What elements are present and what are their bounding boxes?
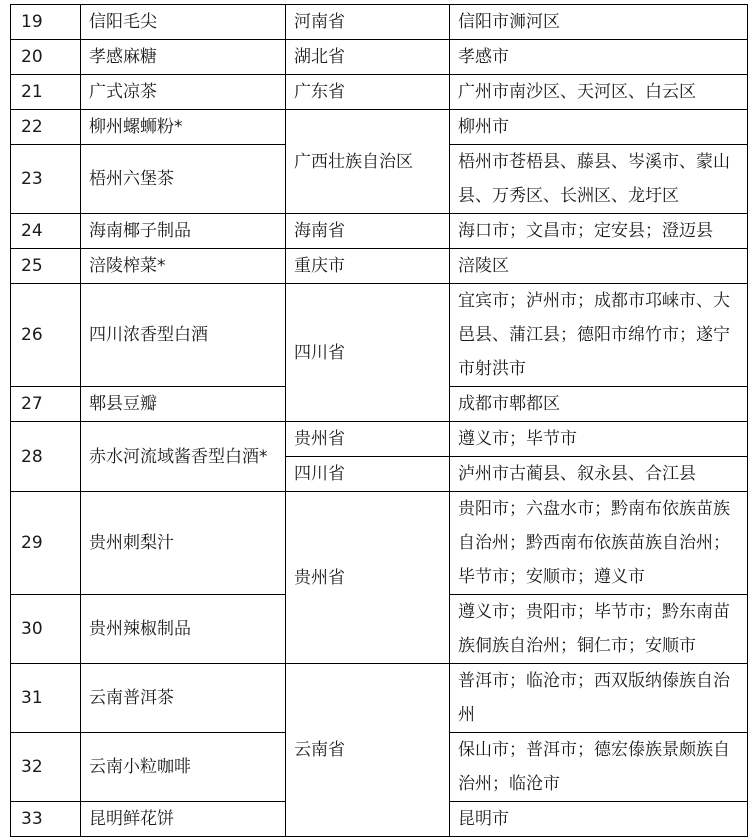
region-cell: 孝感市 bbox=[450, 40, 748, 75]
table-row bbox=[11, 422, 748, 457]
product-name: 郫县豆瓣 bbox=[81, 387, 286, 422]
region-cell: 涪陵区 bbox=[450, 249, 748, 284]
region-cell: 海口市；文昌市；定安县；澄迈县 bbox=[450, 214, 748, 249]
province-cell: 海南省 bbox=[286, 214, 450, 249]
table-row bbox=[11, 75, 748, 110]
row-number: 19 bbox=[11, 5, 81, 40]
table-row bbox=[11, 249, 748, 284]
product-name: 贵州辣椒制品 bbox=[81, 595, 286, 664]
product-name: 四川浓香型白酒 bbox=[81, 284, 286, 387]
table-row bbox=[11, 284, 748, 387]
product-name: 云南小粒咖啡 bbox=[81, 733, 286, 802]
product-region-table bbox=[10, 4, 748, 837]
region-cell: 宜宾市；泸州市；成都市邛崃市、大邑县、蒲江县；德阳市绵竹市；遂宁市射洪市 bbox=[450, 284, 748, 387]
table-row bbox=[11, 40, 748, 75]
row-number: 29 bbox=[11, 492, 81, 595]
region-cell: 信阳市浉河区 bbox=[450, 5, 748, 40]
product-name: 涪陵榨菜* bbox=[81, 249, 286, 284]
province-cell: 云南省 bbox=[286, 664, 450, 837]
province-cell: 重庆市 bbox=[286, 249, 450, 284]
table-row bbox=[11, 214, 748, 249]
product-name: 贵州刺梨汁 bbox=[81, 492, 286, 595]
province-cell: 湖北省 bbox=[286, 40, 450, 75]
product-name: 梧州六堡茶 bbox=[81, 145, 286, 214]
table-row bbox=[11, 5, 748, 40]
row-number: 25 bbox=[11, 249, 81, 284]
product-name: 昆明鲜花饼 bbox=[81, 802, 286, 837]
province-cell: 四川省 bbox=[286, 284, 450, 422]
row-number: 31 bbox=[11, 664, 81, 733]
product-name: 海南椰子制品 bbox=[81, 214, 286, 249]
province-cell: 河南省 bbox=[286, 5, 450, 40]
product-name: 赤水河流域酱香型白酒* bbox=[81, 422, 286, 492]
row-number: 21 bbox=[11, 75, 81, 110]
province-cell: 广西壮族自治区 bbox=[286, 110, 450, 214]
row-number: 22 bbox=[11, 110, 81, 145]
province-cell: 贵州省 bbox=[286, 492, 450, 664]
row-number: 23 bbox=[11, 145, 81, 214]
region-cell: 昆明市 bbox=[450, 802, 748, 837]
region-cell: 泸州市古蔺县、叙永县、合江县 bbox=[450, 457, 748, 492]
province-cell: 贵州省 bbox=[286, 422, 450, 457]
row-number: 27 bbox=[11, 387, 81, 422]
region-cell: 柳州市 bbox=[450, 110, 748, 145]
province-cell: 四川省 bbox=[286, 457, 450, 492]
region-cell: 广州市南沙区、天河区、白云区 bbox=[450, 75, 748, 110]
region-cell: 遵义市；贵阳市；毕节市；黔东南苗族侗族自治州；铜仁市；安顺市 bbox=[450, 595, 748, 664]
region-cell: 保山市；普洱市；德宏傣族景颇族自治州；临沧市 bbox=[450, 733, 748, 802]
region-cell: 遵义市；毕节市 bbox=[450, 422, 748, 457]
table-row bbox=[11, 492, 748, 595]
row-number: 24 bbox=[11, 214, 81, 249]
table-row bbox=[11, 110, 748, 145]
row-number: 28 bbox=[11, 422, 81, 492]
product-name: 广式凉茶 bbox=[81, 75, 286, 110]
row-number: 30 bbox=[11, 595, 81, 664]
row-number: 20 bbox=[11, 40, 81, 75]
row-number: 33 bbox=[11, 802, 81, 837]
product-name: 柳州螺蛳粉* bbox=[81, 110, 286, 145]
table-row bbox=[11, 664, 748, 733]
province-cell: 广东省 bbox=[286, 75, 450, 110]
product-name: 孝感麻糖 bbox=[81, 40, 286, 75]
region-cell: 普洱市；临沧市；西双版纳傣族自治州 bbox=[450, 664, 748, 733]
product-name: 云南普洱茶 bbox=[81, 664, 286, 733]
region-cell: 贵阳市；六盘水市；黔南布依族苗族自治州；黔西南布依族苗族自治州；毕节市；安顺市；遵义市 bbox=[450, 492, 748, 595]
row-number: 32 bbox=[11, 733, 81, 802]
product-name: 信阳毛尖 bbox=[81, 5, 286, 40]
region-cell: 成都市郫都区 bbox=[450, 387, 748, 422]
region-cell: 梧州市苍梧县、藤县、岑溪市、蒙山县、万秀区、长洲区、龙圩区 bbox=[450, 145, 748, 214]
row-number: 26 bbox=[11, 284, 81, 387]
